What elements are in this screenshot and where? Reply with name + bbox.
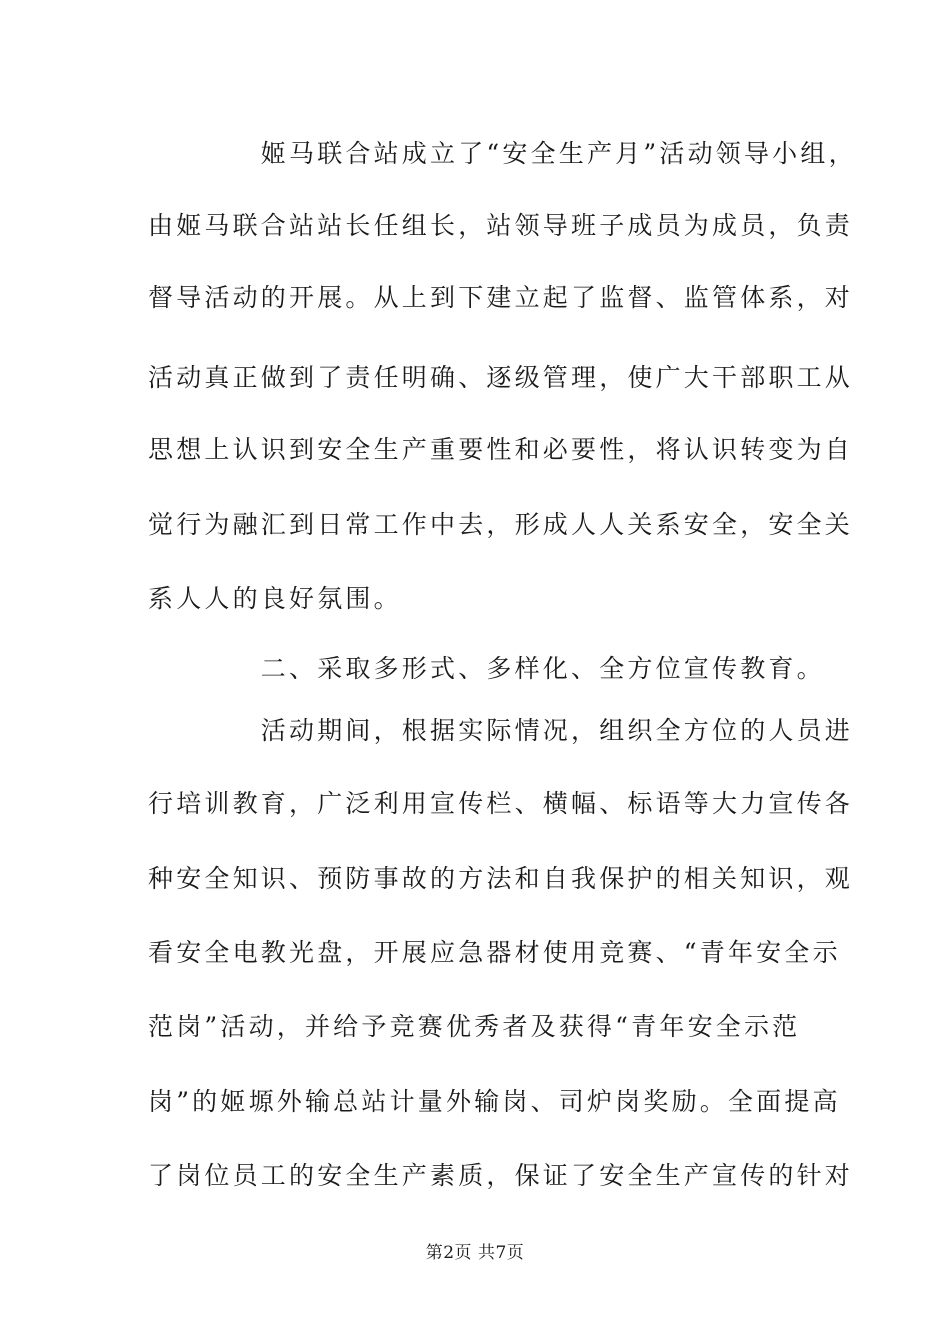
body-text-line: 范岗”活动，并给予竞赛优秀者及获得“青年安全示范	[148, 1012, 801, 1041]
body-text-line: 了岗位员工的安全生产素质，保证了安全生产宣传的针对	[148, 1161, 854, 1190]
body-text-line: 督导活动的开展。从上到下建立起了监督、监管体系，对	[148, 283, 854, 312]
body-text-line: 活动真正做到了责任明确、逐级管理，使广大干部职工从	[148, 363, 854, 392]
body-text-line: 思想上认识到安全生产重要性和必要性，将认识转变为自	[148, 435, 854, 464]
page-footer: 第2页 共7页	[425, 1243, 525, 1263]
body-text-line: 觉行为融汇到日常工作中去，形成人人关系安全，安全关	[148, 510, 854, 539]
body-text-line: 种安全知识、预防事故的方法和自我保护的相关知识，观	[148, 864, 854, 893]
body-text-line: 岗”的姬塬外输总站计量外输岗、司炉岗奖励。全面提高	[148, 1087, 841, 1116]
body-text-line: 系人人的良好氛围。	[148, 584, 402, 613]
body-text-line: 看安全电教光盘，开展应急器材使用竞赛、“青年安全示	[148, 938, 841, 967]
body-text-line: 行培训教育，广泛利用宣传栏、横幅、标语等大力宣传各	[148, 789, 854, 818]
section-heading: 二、采取多形式、多样化、全方位宣传教育。	[148, 654, 825, 683]
body-text-line: 由姬马联合站站长任组长，站领导班子成员为成员，负责	[148, 211, 854, 240]
body-text-line: 姬马联合站成立了“安全生产月”活动领导小组，	[148, 139, 857, 168]
body-text-line: 活动期间，根据实际情况，组织全方位的人员进	[148, 716, 854, 745]
